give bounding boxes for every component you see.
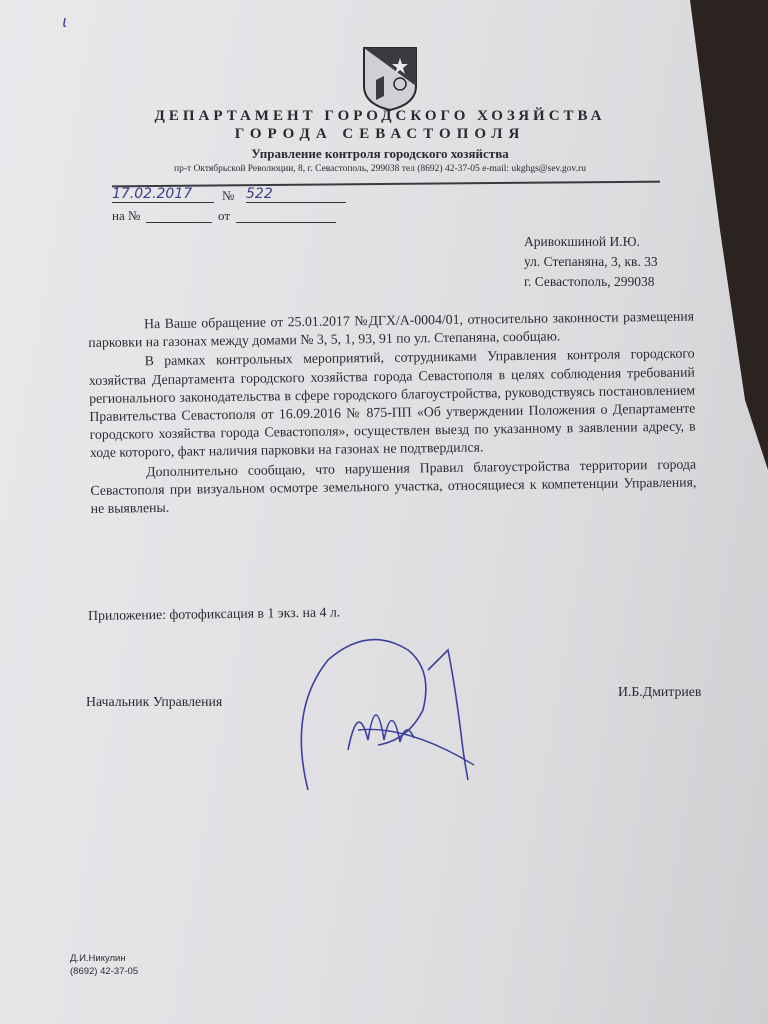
recipient-block xyxy=(524,232,658,292)
executor-footer xyxy=(70,952,138,978)
executor-name: Д.И.Никулин xyxy=(70,953,126,964)
executor-phone: (8692) 42-37-05 xyxy=(70,966,139,977)
header-address: пр-т Октябрьской Революции, 8, г. Севастополь, 299038 тел (8692) 42-37-05 e-mail: ukghgs@sev.gov.ru xyxy=(174,164,586,174)
signer-name: И.Б.Дмитриев xyxy=(618,684,702,699)
body-paragraph-1: На Ваше обращение от 25.01.2017 №ДГХ/А-0004/01, относительно законности размещения парковки на газонах между домами № 3, 5, 1, 93, 91 по ул. Степаняна, сообщаю. xyxy=(88,308,695,351)
reply-to-label: на № xyxy=(112,208,141,223)
registration-number-label: № xyxy=(222,188,235,203)
department-title-line1: ДЕПАРТАМЕНТ ГОРОДСКОГО ХОЗЯЙСТВА xyxy=(154,108,606,124)
subdepartment-title: Управление контроля городского хозяйства xyxy=(251,146,509,161)
signer-position: Начальник Управления xyxy=(86,694,223,709)
department-title-line2: ГОРОДА СЕВАСТОПОЛЯ xyxy=(234,126,526,142)
registration-number: 522 xyxy=(246,186,346,203)
recipient-street: ул. Степаняна, 3, кв. 33 xyxy=(524,254,658,269)
recipient-name: Аривокшиной И.Ю. xyxy=(524,234,640,249)
reply-from-label: от xyxy=(218,208,231,223)
reply-from-field xyxy=(236,206,336,223)
letter-body xyxy=(88,308,697,520)
registration-date: 17.02.2017 xyxy=(112,186,214,203)
sevastopol-coat-of-arms-icon xyxy=(362,46,418,112)
body-paragraph-3: Дополнительно сообщаю, что нарушения Правил благоустройства территории города Севастополя при визуальном осмотре земельного участка, относящиеся к компетенции Управления, не выявлены. xyxy=(90,456,697,517)
handwritten-signature xyxy=(288,630,488,810)
recipient-city: г. Севастополь, 299038 xyxy=(524,274,655,289)
body-paragraph-2: В рамках контрольных мероприятий, сотрудниками Управления контроля городского хозяйства Департамента городского хозяйства города Севастополя в целях соблюдения требований регионального законодательства в сфере городского благоустройства, руководствуясь постановлением Правительства Севастополя от 16.09.2016 № 875-ПП «Об утверждении Положения о Департаменте городского хозяйства города Севастополя», осуществлен выезд по указанному в заявлении адресу, в ходе которого, факт наличия парковки на газонах не подтвердился. xyxy=(88,345,696,461)
registration-block xyxy=(112,186,352,226)
attachment-note: Приложение: фотофиксация в 1 экз. на 4 л. xyxy=(88,604,341,623)
reply-to-field xyxy=(146,206,212,223)
corner-handwritten-mark: ɩ xyxy=(62,12,69,31)
